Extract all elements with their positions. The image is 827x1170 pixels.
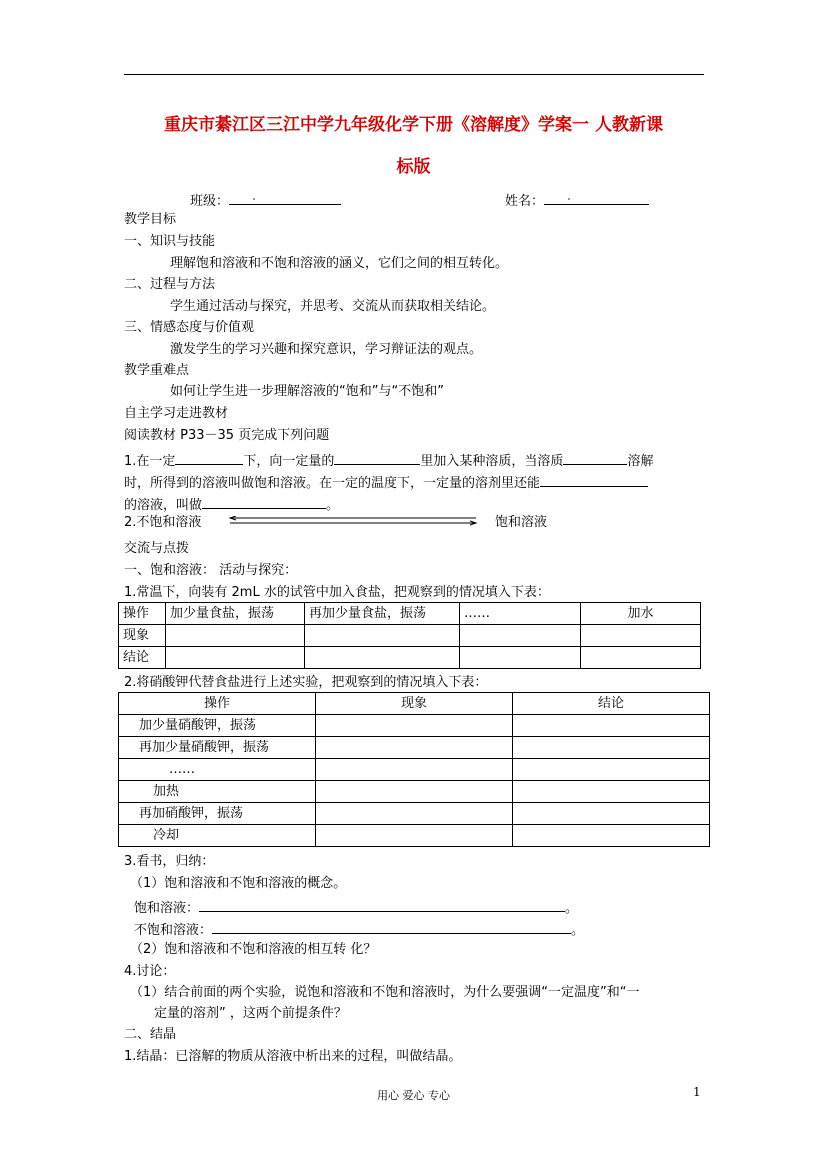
- section-heading: 二、结晶: [124, 1027, 177, 1042]
- table-cell[interactable]: [316, 737, 513, 759]
- table-header-cell: ……: [460, 603, 581, 625]
- table-cell[interactable]: [513, 803, 710, 825]
- table-cell[interactable]: [316, 825, 513, 847]
- row-label: 再加硝酸钾，振荡: [119, 803, 316, 825]
- paragraph: （1）结合前面的两个实验，说饱和溶液和不饱和溶液时，为什么要强调“一定温度”和“一: [130, 985, 640, 1000]
- page-number: 1: [693, 1085, 701, 1099]
- table-cell[interactable]: [305, 647, 460, 669]
- table-header-cell: 再加少量食盐，振荡: [305, 603, 460, 625]
- page-footer: 用心 爱心 专心: [377, 1089, 450, 1102]
- blank[interactable]: [563, 450, 627, 465]
- paragraph: （1）饱和溶液和不饱和溶液的概念。: [130, 876, 347, 891]
- table-header-cell: 现象: [316, 693, 513, 715]
- table-cell[interactable]: [460, 647, 581, 669]
- table-row: [119, 803, 710, 825]
- unsaturated-definition: 不饱和溶液： 。: [134, 919, 584, 940]
- paragraph: 激发学生的学习兴趣和探究意识，学习辩证法的观点。: [170, 342, 483, 357]
- table-cell[interactable]: [513, 737, 710, 759]
- table-cell[interactable]: [316, 715, 513, 737]
- blank[interactable]: [175, 450, 243, 465]
- table-header-row: [119, 693, 710, 715]
- table-row: [119, 825, 710, 847]
- question-2-right: 饱和溶液: [495, 515, 548, 530]
- paragraph: 4.讨论：: [124, 964, 176, 979]
- paragraph: 如何让学生进一步理解溶液的“饱和”与“不饱和”: [170, 384, 444, 399]
- table-row: [119, 625, 701, 647]
- table-header-cell: 操作: [119, 603, 166, 625]
- table-cell[interactable]: [513, 759, 710, 781]
- question-1: 1.在一定 下，向一定量的 里加入某种溶质，当溶质 溶解: [124, 450, 653, 471]
- question-2-left: 2.不饱和溶液: [124, 515, 202, 530]
- salt-experiment-table: [118, 602, 701, 669]
- name-field: [505, 190, 649, 211]
- table-header-cell: 加水: [581, 603, 701, 625]
- table-row: [119, 781, 710, 803]
- blank[interactable]: [199, 897, 565, 912]
- double-arrow-icon: [228, 516, 478, 526]
- table-cell[interactable]: [513, 781, 710, 803]
- table-cell[interactable]: [513, 825, 710, 847]
- name-blank[interactable]: [544, 190, 649, 205]
- row-label: 加热: [119, 781, 316, 803]
- table-cell[interactable]: [581, 647, 701, 669]
- row-label: ……: [119, 759, 316, 781]
- header-rule: [124, 74, 704, 75]
- document-title: 重庆市綦江区三江中学九年级化学下册《溶解度》学案一 人教新课: [164, 115, 663, 135]
- row-label: 现象: [119, 625, 166, 647]
- row-label: 加少量硝酸钾，振荡: [119, 715, 316, 737]
- paragraph: 理解饱和溶液和不饱和溶液的涵义，它们之间的相互转化。: [170, 256, 509, 271]
- section-heading: 一、饱和溶液： 活动与探究：: [124, 563, 298, 578]
- section-heading: 交流与点拨: [124, 541, 190, 556]
- paragraph: 1.常温下，向装有 2mL 水的试管中加入食盐，把观察到的情况填入下表：: [124, 585, 550, 600]
- paragraph: 2.将硝酸钾代替食盐进行上述实验，把观察到的情况填入下表：: [124, 675, 488, 690]
- row-label: 冷却: [119, 825, 316, 847]
- name-label: 姓名：: [505, 194, 545, 209]
- table-header-cell: 操作: [119, 693, 316, 715]
- row-label: 再加少量硝酸钾，振荡: [119, 737, 316, 759]
- section-heading: 教学重难点: [124, 363, 190, 378]
- question-1-line2: 时，所得到的溶液叫做饱和溶液。在一定的温度下，一定量的溶剂里还能: [124, 472, 648, 493]
- section-heading: 教学目标: [124, 212, 177, 227]
- class-label: 班级：: [190, 194, 230, 209]
- table-cell[interactable]: [581, 625, 701, 647]
- section-heading: 自主学习走进教材: [124, 406, 229, 421]
- table-header-cell: 加少量食盐，振荡: [166, 603, 305, 625]
- table-row: [119, 737, 710, 759]
- paragraph: 定量的溶剂” ，这两个前提条件？: [154, 1006, 347, 1021]
- table-row: [119, 715, 710, 737]
- class-field: [190, 190, 341, 211]
- question-1-line3: 的溶液，叫做 。: [124, 494, 339, 515]
- paragraph: （2）饱和溶液和不饱和溶液的相互转 化？: [130, 942, 377, 957]
- blank[interactable]: [212, 919, 571, 934]
- blank[interactable]: [540, 472, 648, 487]
- blank[interactable]: [202, 494, 326, 509]
- table-cell[interactable]: [460, 625, 581, 647]
- row-label: 结论: [119, 647, 166, 669]
- document-title-continued: 标版: [396, 157, 431, 177]
- blank[interactable]: [334, 450, 420, 465]
- table-row: [119, 647, 701, 669]
- paragraph: 阅读教材 P33－35 页完成下列问题: [124, 428, 330, 443]
- section-heading: 二、过程与方法: [124, 277, 216, 292]
- table-cell[interactable]: [305, 625, 460, 647]
- section-heading: 一、知识与技能: [124, 234, 216, 249]
- kno3-experiment-table: [118, 692, 710, 847]
- table-header-cell: 结论: [513, 693, 710, 715]
- class-blank[interactable]: [229, 190, 341, 205]
- table-cell[interactable]: [166, 647, 305, 669]
- table-cell[interactable]: [166, 625, 305, 647]
- paragraph: 1.结晶：已溶解的物质从溶液中析出来的过程，叫做结晶。: [124, 1049, 462, 1064]
- table-row: [119, 759, 710, 781]
- table-cell[interactable]: [316, 803, 513, 825]
- section-heading: 三、情感态度与价值观: [124, 320, 255, 335]
- saturated-definition: 饱和溶液： 。: [134, 897, 578, 918]
- table-header-row: [119, 603, 701, 625]
- paragraph: 3.看书，归纳：: [124, 854, 215, 869]
- table-cell[interactable]: [316, 781, 513, 803]
- table-cell[interactable]: [316, 759, 513, 781]
- paragraph: 学生通过活动与探究，并思考、交流从而获取相关结论。: [170, 299, 496, 314]
- table-cell[interactable]: [513, 715, 710, 737]
